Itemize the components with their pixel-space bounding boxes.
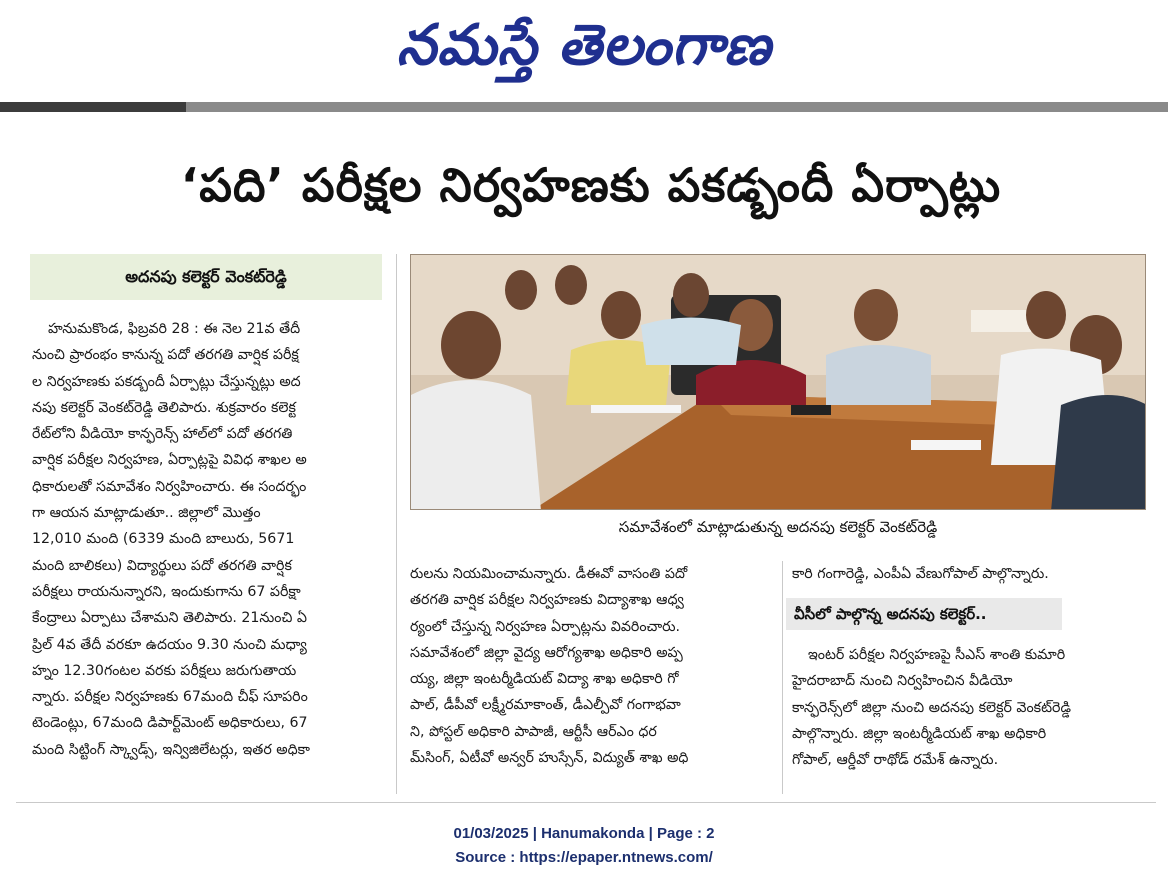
text-line: ఇంటర్ పరీక్షల నిర్వహణపై సీఎస్ శాంతి కుమారి — [808, 647, 1066, 663]
masthead-rule-light — [186, 102, 1168, 112]
article-byline: అదనపు కలెక్టర్ వెంకట్‌రెడ్డి — [30, 254, 382, 300]
text-line: మ్‌సింగ్, ఏటీవో అన్వర్ హుస్సేన్, విద్యుత్ శాఖ అధి — [410, 750, 689, 767]
text-line: ల నిర్వహణకు పకడ్బందీ ఏర్పాట్లు చేస్తున్నట్లు అద — [32, 373, 301, 390]
text-line: ని, పోస్టల్ అధికారి పాపాజీ, ఆర్టీసీ ఆర్ఎం ధర — [410, 723, 657, 740]
article-column-3-top — [792, 561, 1142, 587]
text-line: తరగతి వార్షిక పరీక్షల నిర్వహణకు విద్యాశాఖ ఆధ్వ — [410, 592, 684, 609]
text-line: హైదరాబాద్ నుంచి నిర్వహించిన వీడియో — [792, 673, 1013, 690]
masthead-rule — [0, 100, 1168, 116]
photo-caption: సమావేశంలో మాట్లాడుతున్న అదనపు కలెక్టర్ వెంకట్‌రెడ్డి — [618, 518, 938, 536]
text-line: హనుమకొండ, ఫిబ్రవరి 28 : ఈ నెల 21వ తేదీ — [48, 321, 301, 337]
text-line: న్నారు. పరీక్షల నిర్వహణకు 67మంది చీఫ్ సూపరిం — [32, 689, 308, 706]
article-column-1 — [32, 316, 384, 763]
text-line: రేట్‌లోని వీడియో కాన్ఫరెన్స్ హాల్‌లో పదో తరగతి — [32, 426, 293, 443]
text-line: వార్షిక పరీక్షల నిర్వహణ, ఏర్పాట్లపై వివిధ శాఖల అ — [32, 452, 307, 469]
text-line: కాన్ఫరెన్స్‌లో జిల్లా నుంచి అదనపు కలెక్టర్ వెంకట్‌రెడ్డి — [792, 699, 1071, 716]
footer-source: Source : https://epaper.ntnews.com/ — [455, 849, 713, 866]
text-line: మంది సిట్టింగ్ స్క్వాడ్స్, ఇన్విజిలేటర్లు, ఇతర అధికా — [32, 741, 310, 758]
article-column-2 — [410, 561, 774, 771]
text-line: కేంద్రాలు ఏర్పాటు చేశామని తెలిపారు. 21నుంచి ఏ — [32, 610, 307, 627]
text-line: టెండెంట్లు, 67మంది డిపార్ట్‌మెంట్ అధికారులు, 67 — [32, 715, 308, 732]
article-column-3 — [792, 642, 1142, 773]
meeting-photo-illustration — [411, 255, 1146, 510]
newspaper-logo: నమస్తే తెలంగాణ — [396, 13, 772, 78]
text-line: కారి గంగారెడ్డి, ఎంపీఏ వేణుగోపాల్ పాల్గొన్నారు. — [792, 566, 1049, 582]
text-line: గోపాల్, ఆర్డీవో రాథోడ్ రమేశ్ ఉన్నారు. — [792, 752, 999, 769]
page-footer — [0, 822, 1168, 870]
text-line: నపు కలెక్టర్ వెంకట్‌రెడ్డి తెలిపారు. శుక్రవారం కలెక్ట — [32, 399, 296, 416]
text-line: పాల్గొన్నారు. జిల్లా ఇంటర్మీడియట్ శాఖ అధికారి — [792, 725, 1047, 742]
masthead-rule-dark — [0, 102, 186, 112]
text-line: పరీక్షలు రాయనున్నారని, ఇందుకుగాను 67 పరీక్షా — [32, 583, 301, 600]
text-line: హ్నం 12.30గంటల వరకు పరీక్షలు జరుగుతాయ — [32, 662, 297, 679]
text-line: రులను నియమించామన్నారు. డీఈవో వాసంతి పదో — [410, 566, 688, 582]
article-photo — [410, 254, 1146, 510]
text-line: నుంచి ప్రారంభం కానున్న పదో తరగతి వార్షిక పరీక్ష — [32, 347, 299, 364]
column-divider — [782, 561, 783, 794]
text-line: ధికారులతో సమావేశం నిర్వహించారు. ఈ సందర్భం — [32, 478, 307, 495]
text-line: సమావేశంలో జిల్లా వైద్య ఆరోగ్యశాఖ అధికారి అప్ప — [410, 644, 683, 661]
article-bottom-rule — [16, 802, 1156, 803]
article-headline: ‘పది’ పరీక్షల నిర్వహణకు పకడ్బందీ ఏర్పాట్లు — [180, 158, 1002, 212]
column-divider — [396, 254, 397, 794]
text-line: మంది బాలికలు) విద్యార్థులు పదో తరగతి వార్షిక — [32, 557, 292, 574]
text-line: పాల్, డీపీవో లక్ష్మీరమాకాంత్, డీఎల్పీవో గంగాభవా — [410, 697, 681, 714]
masthead — [0, 0, 1168, 100]
article — [6, 120, 1164, 808]
footer-date-edition: 01/03/2025 | Hanumakonda | Page : 2 — [453, 825, 715, 842]
text-line: ప్రిల్ 4వ తేదీ వరకూ ఉదయం 9.30 నుంచి మధ్యా — [32, 636, 307, 653]
article-subhead: వీసీలో పాల్గొన్న అదనపు కలెక్టర్.. — [786, 598, 1062, 630]
text-line: ర్యంలో చేస్తున్న నిర్వహణ ఏర్పాట్లను వివరించారు. — [410, 618, 681, 635]
text-line: య్య, జిల్లా ఇంటర్మీడియట్ విద్యా శాఖ అధికారి గో — [410, 671, 679, 688]
text-line: గా ఆయన మాట్లాడుతూ.. జిల్లాలో మొత్తం — [32, 505, 261, 522]
text-line: 12,010 మంది (6339 మంది బాలురు, 5671 — [32, 531, 295, 548]
